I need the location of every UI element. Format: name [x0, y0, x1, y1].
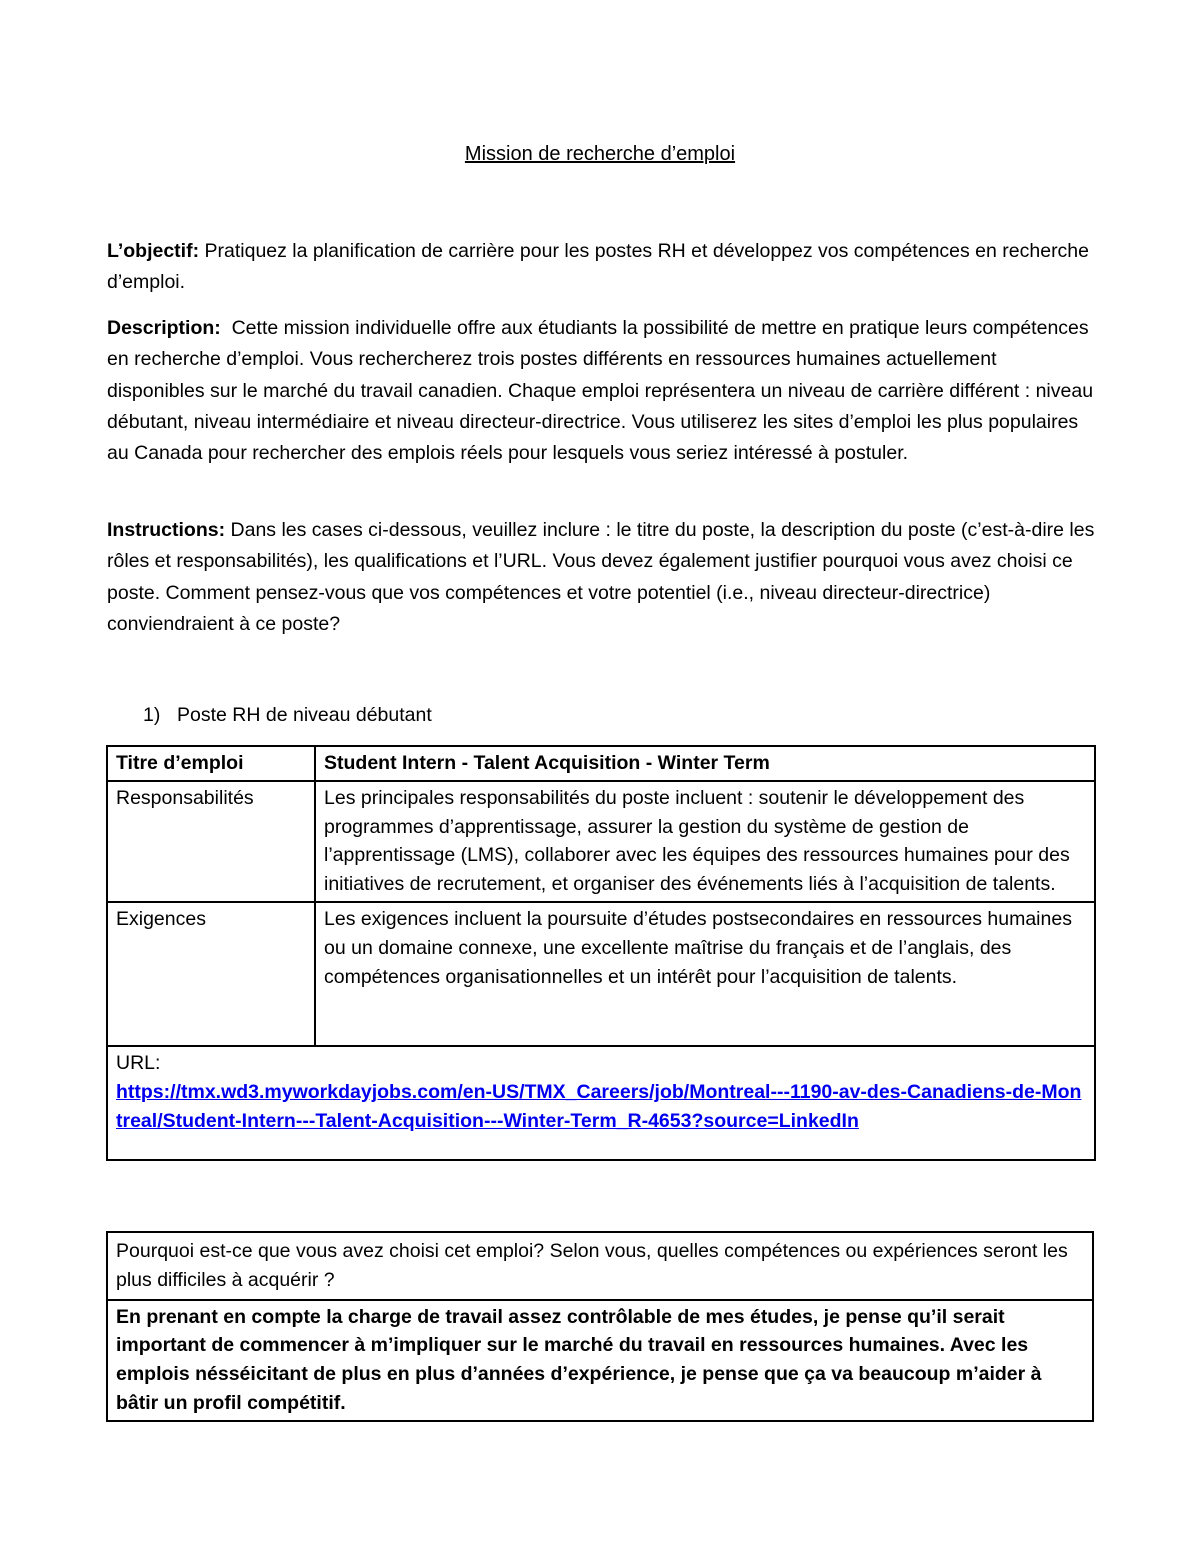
description-paragraph	[107, 313, 1097, 469]
description-text: Cette mission individuelle offre aux étudiants la possibilité de mettre en pratique leurs compétences en recherche d’emploi. Vous rechercherez trois postes différents en ressources humaines actuellement disponibles sur le marché du travail canadien. Chaque emploi représentera un niveau de carrière différent : niveau débutant, niveau intermédiaire et niveau directeur-directrice. Vous utiliserez les sites d’emploi les plus populaires au Canada pour rechercher des emplois réels pour lesquels vous seriez intéressé à postuler.	[107, 317, 1099, 465]
why-answer-row	[107, 1300, 1093, 1421]
job-title-label: Titre d’emploi	[107, 746, 315, 781]
objectif-paragraph	[107, 236, 1097, 299]
description-label: Description:	[107, 317, 221, 339]
why-question-row	[107, 1232, 1093, 1300]
job-table	[106, 745, 1096, 1161]
responsibilities-label: Responsabilités	[107, 781, 315, 902]
requirements-value: Les exigences incluent la poursuite d’études postsecondaires en ressources humaines ou un domaine connexe, une excellente maîtrise du français et de l’anglais, des compétences organisationnelles et un intérêt pour l’acquisition de talents.	[315, 902, 1095, 1046]
document-title: Mission de recherche d’emploi	[464, 143, 736, 165]
url-label: URL:	[116, 1051, 161, 1074]
job-url-link[interactable]: https://tmx.wd3.myworkdayjobs.com/en-US/TMX_Careers/job/Montreal---1190-av-des-Canadiens-de-Montreal/Student-Intern---Talent-Acquisition---Winter-Term_R-4653?source=LinkedIn	[116, 1080, 1082, 1132]
section-heading-text: Poste RH de niveau débutant	[177, 704, 432, 726]
section-number: 1)	[143, 704, 161, 726]
requirements-row	[107, 902, 1095, 1046]
responsibilities-row	[107, 781, 1095, 902]
requirements-label: Exigences	[107, 902, 315, 1046]
url-row	[107, 1046, 1095, 1160]
section-heading	[143, 701, 432, 729]
job-title-value: Student Intern - Talent Acquisition - Winter Term	[315, 746, 1095, 781]
why-answer: En prenant en compte la charge de travail assez contrôlable de mes études, je pense qu’il serait important de commencer à m’impliquer sur le marché du travail en ressources humaines. Avec les emplois nésséicitant de plus en plus d’années d’expérience, je pense que ça va beaucoup m’aider à bâtir un profil compétitif.	[107, 1300, 1093, 1421]
objectif-label: L’objectif:	[107, 240, 200, 262]
instructions-label: Instructions:	[107, 519, 226, 541]
why-question: Pourquoi est-ce que vous avez choisi cet emploi? Selon vous, quelles compétences ou expériences seront les plus difficiles à acquérir ?	[107, 1232, 1093, 1300]
instructions-text: Dans les cases ci-dessous, veuillez inclure : le titre du poste, la description du poste (c’est-à-dire les rôles et responsabilités), les qualifications et l’URL. Vous devez également justifier pourquoi vous avez choisi ce poste. Comment pensez-vous que vos compétences et votre potentiel (i.e., niveau directeur-directrice) conviendraient à ce poste?	[107, 519, 1095, 635]
why-table	[106, 1231, 1094, 1422]
job-title-row	[107, 746, 1095, 781]
url-cell	[107, 1046, 1095, 1160]
objectif-text: Pratiquez la planification de carrière pour les postes RH et développez vos compétences en recherche d’emploi.	[107, 240, 1090, 294]
instructions-paragraph	[107, 515, 1097, 640]
responsibilities-value: Les principales responsabilités du poste incluent : soutenir le développement des programmes d’apprentissage, assurer la gestion du système de gestion de l’apprentissage (LMS), collaborer avec les équipes des ressources humaines pour des initiatives de recrutement, et organiser des événements liés à l’acquisition de talents.	[315, 781, 1095, 902]
